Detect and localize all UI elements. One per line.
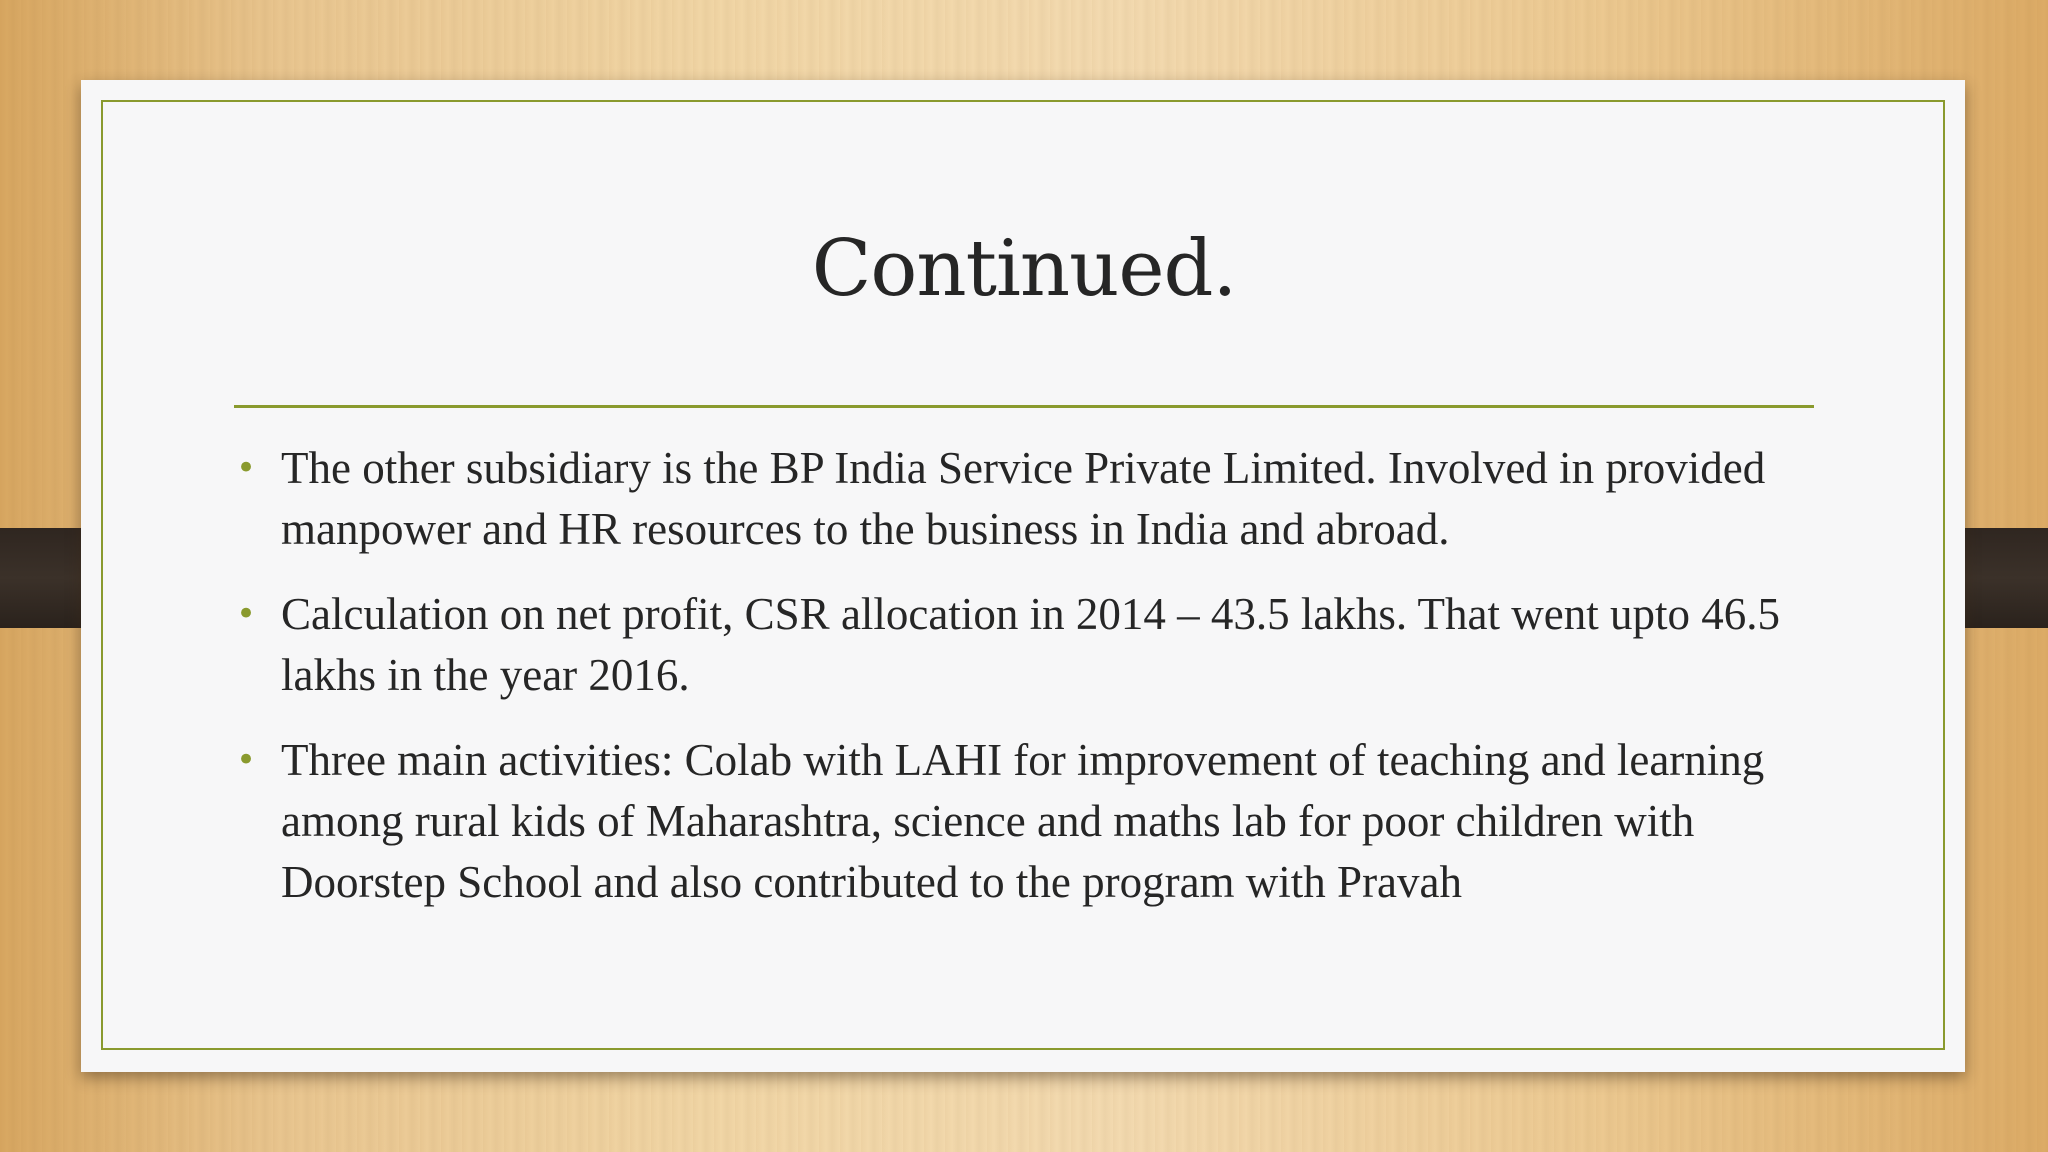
list-item [236, 730, 1796, 913]
title-divider [234, 405, 1814, 408]
bullet-text: Three main activities: Colab with LAHI for improvement of teaching and learning among rural kids of Maharashtra, science and maths lab for poor children with Doorstep School and also contributed to the program with Pravah [281, 735, 1765, 907]
bullet-dot-icon: • [236, 740, 257, 780]
list-item [236, 584, 1796, 706]
bullet-dot-icon: • [236, 448, 257, 488]
bullet-text: Calculation on net profit, CSR allocation in 2014 – 43.5 lakhs. That went upto 46.5 lakhs in the year 2016. [281, 589, 1780, 700]
bullet-dot-icon: • [236, 594, 257, 634]
bullet-text: The other subsidiary is the BP India Service Private Limited. Involved in provided manpower and HR resources to the business in India and abroad. [281, 443, 1766, 554]
list-item [236, 438, 1796, 560]
bullet-list [236, 438, 1796, 937]
slide-title: Continued. [811, 224, 1237, 314]
